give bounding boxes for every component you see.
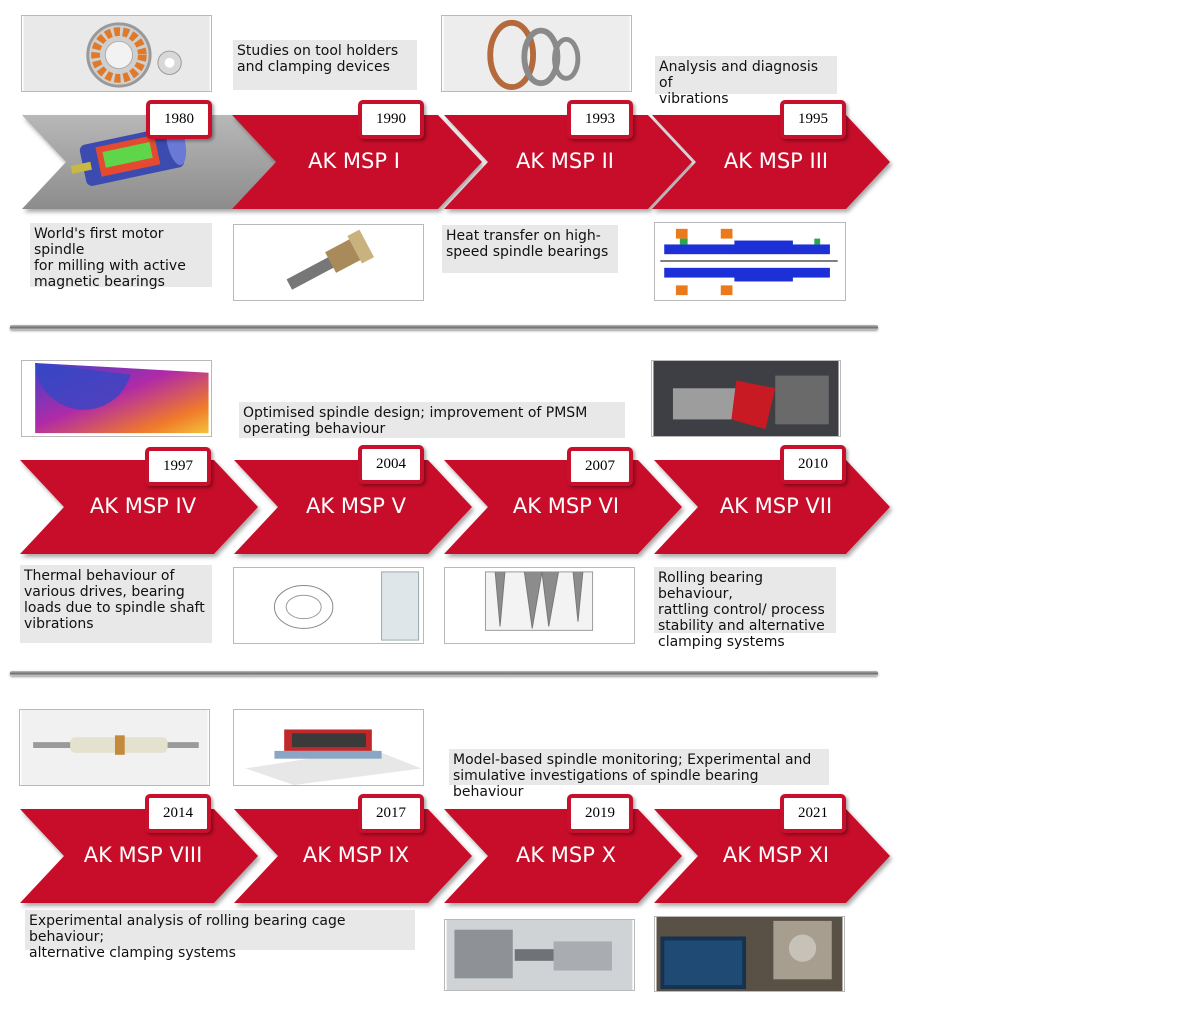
note-box [25, 910, 415, 961]
stage-label: AK MSP III [723, 149, 829, 173]
note-text: Model-based spindle monitoring; Experimental and simulative investigations of spindle bearing behaviour [453, 752, 812, 800]
note-box [655, 56, 837, 107]
year-badge: 1997 [145, 447, 211, 486]
machine-photo [444, 919, 635, 991]
stage-label: AK MSP I [308, 149, 400, 173]
year-badge: 2017 [358, 794, 424, 833]
test-rig-photo [651, 360, 841, 437]
note-text: Thermal behaviour of various drives, bearing loads due to spindle shaft vibrations [24, 568, 205, 632]
stage-label: AK MSP VII [719, 494, 833, 518]
year-badge: 1990 [358, 100, 424, 139]
stage-label: AK MSP X [516, 843, 616, 867]
bearing-image [21, 15, 212, 92]
note-text: Experimental analysis of rolling bearing cage behaviour; alternative clamping systems [29, 913, 346, 961]
shaft-image [19, 709, 210, 786]
row-separator [10, 671, 878, 676]
row-separator [10, 325, 878, 330]
note-text: Heat transfer on high- speed spindle bearings [446, 228, 609, 260]
year-badge: 2010 [780, 445, 846, 484]
year-badge: 2021 [780, 794, 846, 833]
stage-label: AK MSP VI [512, 494, 620, 518]
stage-label: AK MSP IV [89, 494, 197, 518]
stage-label: AK MSP VIII [83, 843, 203, 867]
stage-label: AK MSP II [516, 149, 614, 173]
year-badge: 1980 [146, 100, 212, 139]
spindle-drawing-image [233, 567, 424, 644]
note-box [20, 565, 212, 643]
year-badge: 1993 [567, 100, 633, 139]
note-box [654, 567, 836, 650]
note-text: Optimised spindle design; improvement of PMSM operating behaviour [243, 405, 588, 437]
note-text: Rolling bearing behaviour, rattling control/ process stability and alternative clamping systems [658, 570, 825, 650]
stage-label: AK MSP IX [302, 843, 410, 867]
cad-test-rig-image [233, 709, 424, 786]
year-badge: 2019 [567, 794, 633, 833]
year-badge: 2007 [567, 447, 633, 486]
year-badge: 1995 [780, 100, 846, 139]
note-box [442, 225, 618, 273]
note-box [239, 402, 625, 438]
stage-label: AK MSP XI [722, 843, 830, 867]
year-badge: 2004 [358, 445, 424, 484]
thermal-fem-image [21, 360, 212, 437]
note-text: World's first motor spindle for milling with active magnetic bearings [34, 226, 186, 290]
year-badge: 2014 [145, 794, 211, 833]
stability-chart-image [444, 567, 635, 644]
note-box [449, 749, 829, 800]
note-box [30, 223, 212, 290]
bearing-set-image [441, 15, 632, 92]
lab-photo [654, 916, 845, 992]
note-text: Analysis and diagnosis of vibrations [659, 59, 819, 107]
note-box [233, 40, 417, 90]
stage-label: AK MSP V [306, 494, 406, 518]
tool-holder-image [233, 224, 424, 301]
spindle-model-diagram [654, 222, 846, 301]
note-text: Studies on tool holders and clamping devices [237, 43, 399, 75]
